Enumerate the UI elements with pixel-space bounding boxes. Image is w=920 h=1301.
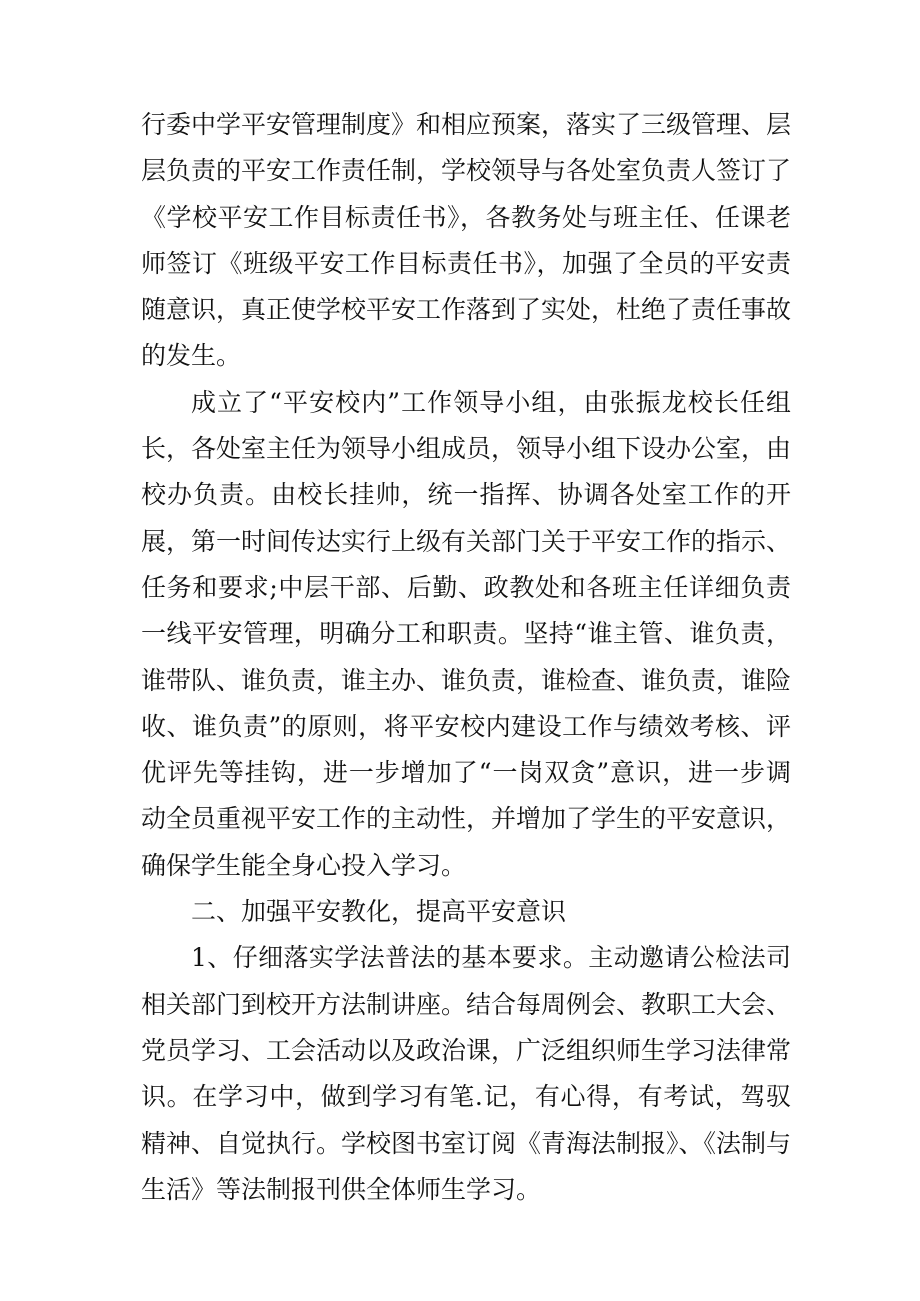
document-body [141,102,791,1213]
paragraph-continuation: 行委中学平安管理制度》和相应预案，落实了三级管理、层层负责的平安工作责任制，学校领导与各处室负责人签订了《学校平安工作目标责任书》，各教务处与班主任、任课老师签订《班级平安工作目标责任书》，加强了全员的平安责随意识，真正使学校平安工作落到了实处，杜绝了责任事故的发生。 [141,110,792,371]
paragraph-safety-leadership-group: 成立了“平安校内”工作领导小组，由张振龙校长任组长，各处室主任为领导小组成员，领导小组下设办公室，由校办负责。由校长挂帅，统一指挥、协调各处室工作的开展，第一时间传达实行上级有关部门关于平安工作的指示、任务和要求;中层干部、后勤、政教处和各班主任详细负责一线平安管理，明确分工和职责。坚持“谁主管、谁负责，谁带队、谁负责，谁主办、谁负责，谁检查、谁负责，谁险收、谁负责”的原则，将平安校内建设工作与绩效考核、评优评先等挂钩，进一步增加了“一岗双贪”意识，进一步调动全员重视平安工作的主动性，并增加了学生的平安意识，确保学生能全身心投入学习。 [141,387,792,880]
paragraph-law-education: 1、仔细落实学法普法的基本要求。主动邀请公检法司相关部门到校开方法制讲座。结合每周例会、教职工大会、党员学习、工会活动以及政治课，广泛组织师生学习法律常识。在学习中，做到学习有笔.记，有心得，有考试，驾驭精神、自觉执行。学校图书室订阅《青海法制报》、《法制与生活》等法制报刊供全体师生学习。 [141,943,792,1204]
section-heading-safety-education: 二、加强平安教化，提高平安意识 [191,897,567,927]
